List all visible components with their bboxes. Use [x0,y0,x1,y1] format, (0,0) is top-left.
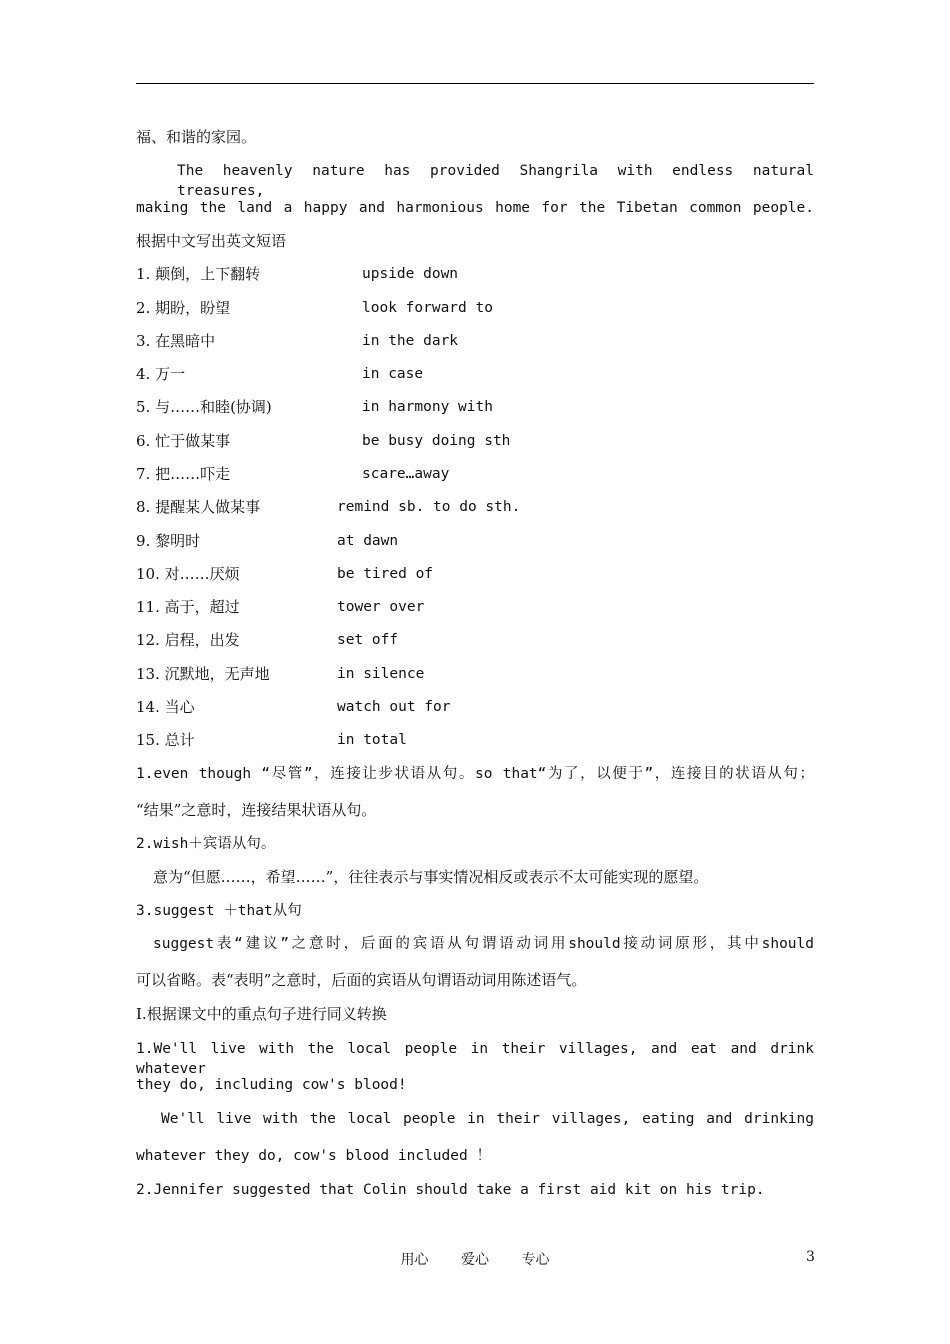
exercise-line: We'll live with the local people in their villages, eating and drinking [161,1111,814,1127]
phrase-chinese: 14. 当心 [136,698,195,716]
grammar-line: 意为“但愿……，希望……”，往往表示与事实情况相反或表示不太可能实现的愿望。 [153,868,709,886]
phrase-chinese: 6. 忙于做某事 [136,432,231,450]
exercise-line: whatever they do, cow's blood included ！ [136,1148,491,1164]
phrase-chinese: 7. 把……吓走 [136,465,231,483]
phrase-english: be busy doing sth [362,433,511,449]
phrase-english: in the dark [362,333,459,349]
text-line: 福、和谐的家园。 [136,128,257,146]
phrase-chinese: 3. 在黑暗中 [136,332,216,350]
phrase-english: set off [337,632,399,648]
phrase-english: in harmony with [362,399,493,415]
exercise-line: 1.We'll live with the local people in their villages, and eat and drink whatever [136,1041,814,1077]
section-heading: 根据中文写出英文短语 [136,232,287,250]
grammar-line: 2.wish＋宾语从句。 [136,836,276,852]
phrase-english: in total [337,732,407,748]
text-line: The heavenly nature has provided Shangrila with endless natural treasures, [177,163,814,199]
phrase-chinese: 1. 颠倒，上下翻转 [136,265,261,283]
phrase-chinese: 2. 期盼，盼望 [136,299,231,317]
grammar-line: “结果”之意时，连接结果状语从句。 [136,801,377,819]
phrase-english: watch out for [337,699,451,715]
footer-text: 爱心 [461,1252,489,1268]
phrase-chinese: 10. 对……厌烦 [136,565,240,583]
phrase-english: tower over [337,599,425,615]
grammar-line: suggest表“建议”之意时，后面的宾语从句谓语动词用should接动词原形，其中should [153,936,814,952]
grammar-line: 1.even though “尽管”，连接让步状语从句。so that“为了，以便于”，连接目的状语从句； [136,766,814,782]
header-rule [136,83,814,84]
phrase-english: remind sb. to do sth. [337,499,521,515]
grammar-line: 可以省略。表“表明”之意时，后面的宾语从句谓语动词用陈述语气。 [136,971,587,989]
phrase-chinese: 11. 高于，超过 [136,598,240,616]
phrase-english: be tired of [337,566,434,582]
phrase-chinese: 15. 总计 [136,731,195,749]
footer-text: 用心 [400,1252,429,1268]
phrase-english: in silence [337,666,425,682]
phrase-chinese: 5. 与……和睦(协调) [136,398,272,416]
phrase-chinese: 9. 黎明时 [136,532,201,550]
phrase-english: upside down [362,266,459,282]
exercise-line: 2.Jennifer suggested that Colin should take a first aid kit on his trip. [136,1182,765,1198]
phrase-english: look forward to [362,300,493,316]
grammar-line: 3.suggest ＋that从句 [136,903,302,919]
phrase-english: scare…away [362,466,450,482]
phrase-chinese: 8. 提醒某人做某事 [136,498,261,516]
phrase-chinese: 4. 万一 [136,365,186,383]
phrase-english: in case [362,366,424,382]
phrase-chinese: 13. 沉默地，无声地 [136,665,270,683]
phrase-english: at dawn [337,533,399,549]
exercise-line: they do, including cow's blood! [136,1077,407,1093]
exercise-title: Ⅰ.根据课文中的重点句子进行同义转换 [136,1005,387,1023]
footer-text: 专心 [521,1252,550,1268]
text-line: making the land a happy and harmonious home for the Tibetan common people. [136,200,814,216]
phrase-chinese: 12. 启程，出发 [136,631,240,649]
page-number: 3 [806,1249,815,1265]
